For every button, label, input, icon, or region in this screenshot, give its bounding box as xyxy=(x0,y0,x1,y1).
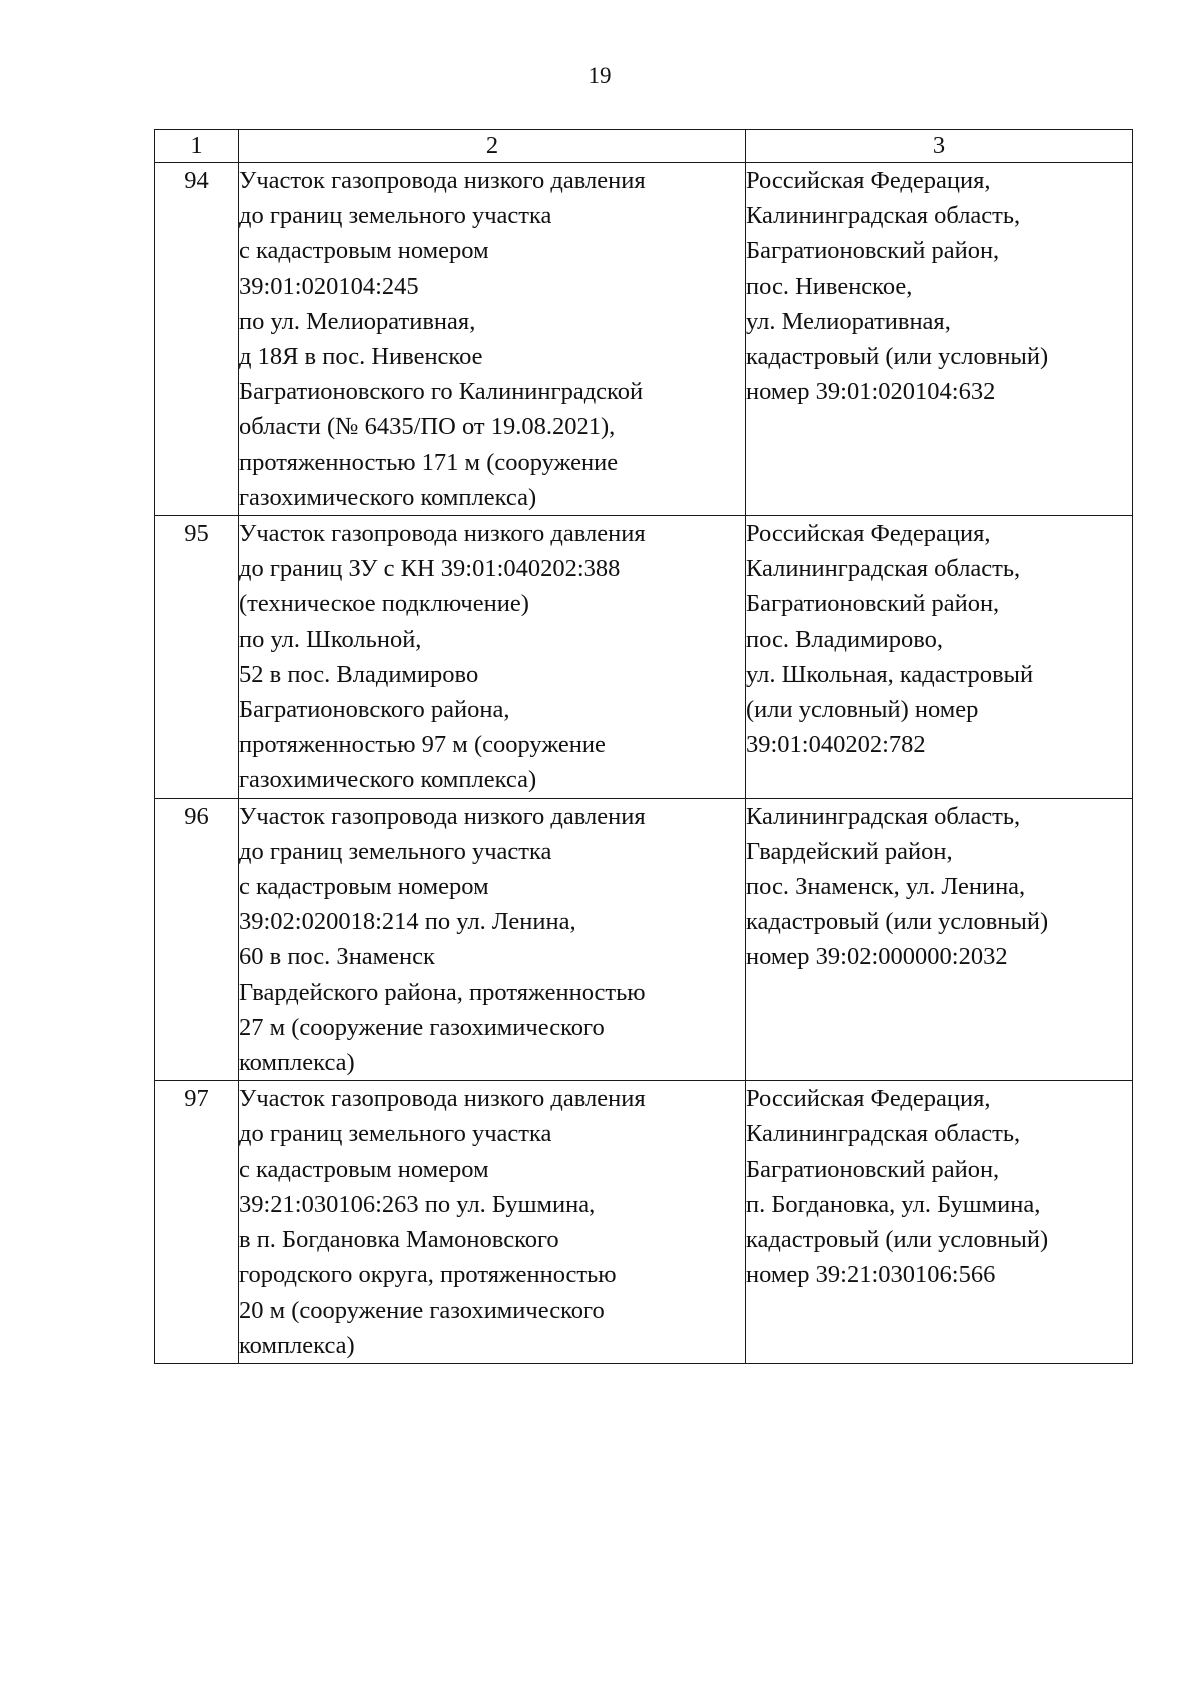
object-description-cell xyxy=(239,163,746,516)
description-line: комплекса) xyxy=(239,1049,355,1077)
description-line: 39:01:020104:245 xyxy=(239,272,419,300)
address-line: кадастровый (или условный) xyxy=(746,1226,1049,1254)
description-line: городского округа, протяженностью xyxy=(239,1261,617,1289)
address-line: номер 39:02:000000:2032 xyxy=(746,943,1008,971)
object-address-cell xyxy=(746,163,1133,516)
description-line: с кадастровым номером xyxy=(239,873,489,901)
description-line: протяженностью 97 м (сооружение xyxy=(239,731,606,759)
row-number: 96 xyxy=(155,798,239,1081)
description-line: 52 в пос. Владимирово xyxy=(239,660,479,688)
address-line: номер 39:21:030106:566 xyxy=(746,1261,996,1289)
description-line: до границ земельного участка xyxy=(239,837,552,865)
description-line: до границ земельного участка xyxy=(239,1120,552,1148)
description-line: Багратионовского района, xyxy=(239,696,510,724)
description-line: по ул. Школьной, xyxy=(239,625,422,653)
header-row xyxy=(155,130,1133,163)
address-line: Российская Федерация, xyxy=(746,1085,991,1113)
description-line: области (№ 6435/ПО от 19.08.2021), xyxy=(239,413,616,441)
address-line: ул. Школьная, кадастровый xyxy=(746,660,1034,688)
table-row xyxy=(155,798,1133,1081)
description-line: (техническое подключение) xyxy=(239,590,529,618)
object-description-cell xyxy=(239,516,746,799)
address-line: кадастровый (или условный) xyxy=(746,343,1049,371)
address-line: пос. Нивенское, xyxy=(746,272,913,300)
description-line: д 18Я в пос. Нивенское xyxy=(239,343,483,371)
address-line: (или условный) номер xyxy=(746,696,979,724)
description-line: до границ земельного участка xyxy=(239,202,552,230)
address-line: Калининградская область, xyxy=(746,202,1021,230)
address-line: Калининградская область, xyxy=(746,555,1021,583)
row-number: 94 xyxy=(155,163,239,516)
description-line: 60 в пос. Знаменск xyxy=(239,943,435,971)
table-row xyxy=(155,163,1133,516)
address-line: Калининградская область, xyxy=(746,1120,1021,1148)
description-line: Участок газопровода низкого давления xyxy=(239,1085,646,1113)
description-line: 39:02:020018:214 по ул. Ленина, xyxy=(239,908,576,936)
object-description-cell xyxy=(239,798,746,1081)
description-line: протяженностью 171 м (сооружение xyxy=(239,448,619,476)
address-line: пос. Владимирово, xyxy=(746,625,944,653)
description-line: 39:21:030106:263 по ул. Бушмина, xyxy=(239,1190,596,1218)
object-address-cell xyxy=(746,1081,1133,1364)
description-line: газохимического комплекса) xyxy=(239,766,537,794)
description-line: Участок газопровода низкого давления xyxy=(239,520,646,548)
description-line: Участок газопровода низкого давления xyxy=(239,802,646,830)
description-line: с кадастровым номером xyxy=(239,1155,489,1183)
description-line: Гвардейского района, протяженностью xyxy=(239,978,646,1006)
address-line: Российская Федерация, xyxy=(746,520,991,548)
description-line: до границ ЗУ с КН 39:01:040202:388 xyxy=(239,555,621,583)
description-line: в п. Богдановка Мамоновского xyxy=(239,1226,559,1254)
address-line: кадастровый (или условный) xyxy=(746,908,1049,936)
object-description-cell xyxy=(239,1081,746,1364)
address-line: номер 39:01:020104:632 xyxy=(746,378,996,406)
description-line: Участок газопровода низкого давления xyxy=(239,167,646,194)
address-line: ул. Мелиоративная, xyxy=(746,307,951,335)
address-line: Калининградская область, xyxy=(746,802,1021,830)
address-line: Багратионовский район, xyxy=(746,590,1000,618)
description-line: комплекса) xyxy=(239,1331,355,1359)
description-line: 20 м (сооружение газохимического xyxy=(239,1296,605,1324)
address-line: пос. Знаменск, ул. Ленина, xyxy=(746,873,1026,901)
address-line: Российская Федерация, xyxy=(746,167,991,194)
column-header-description: 2 xyxy=(239,130,746,163)
address-line: Багратионовский район, xyxy=(746,237,1000,265)
column-header-address: 3 xyxy=(746,130,1133,163)
description-line: 27 м (сооружение газохимического xyxy=(239,1013,605,1041)
address-line: 39:01:040202:782 xyxy=(746,731,926,759)
page-number: 19 xyxy=(588,63,612,88)
row-number: 95 xyxy=(155,516,239,799)
description-line: с кадастровым номером xyxy=(239,237,489,265)
object-address-cell xyxy=(746,516,1133,799)
description-line: по ул. Мелиоративная, xyxy=(239,307,476,335)
objects-table xyxy=(154,129,1133,1364)
description-line: Багратионовского го Калининградской xyxy=(239,378,644,406)
column-header-number: 1 xyxy=(155,130,239,163)
description-line: газохимического комплекса) xyxy=(239,483,537,511)
table-body xyxy=(155,163,1133,1364)
address-line: Багратионовский район, xyxy=(746,1155,1000,1183)
table-row xyxy=(155,516,1133,799)
object-address-cell xyxy=(746,798,1133,1081)
row-number: 97 xyxy=(155,1081,239,1364)
address-line: п. Богдановка, ул. Бушмина, xyxy=(746,1190,1041,1218)
table-row xyxy=(155,1081,1133,1364)
address-line: Гвардейский район, xyxy=(746,837,953,865)
